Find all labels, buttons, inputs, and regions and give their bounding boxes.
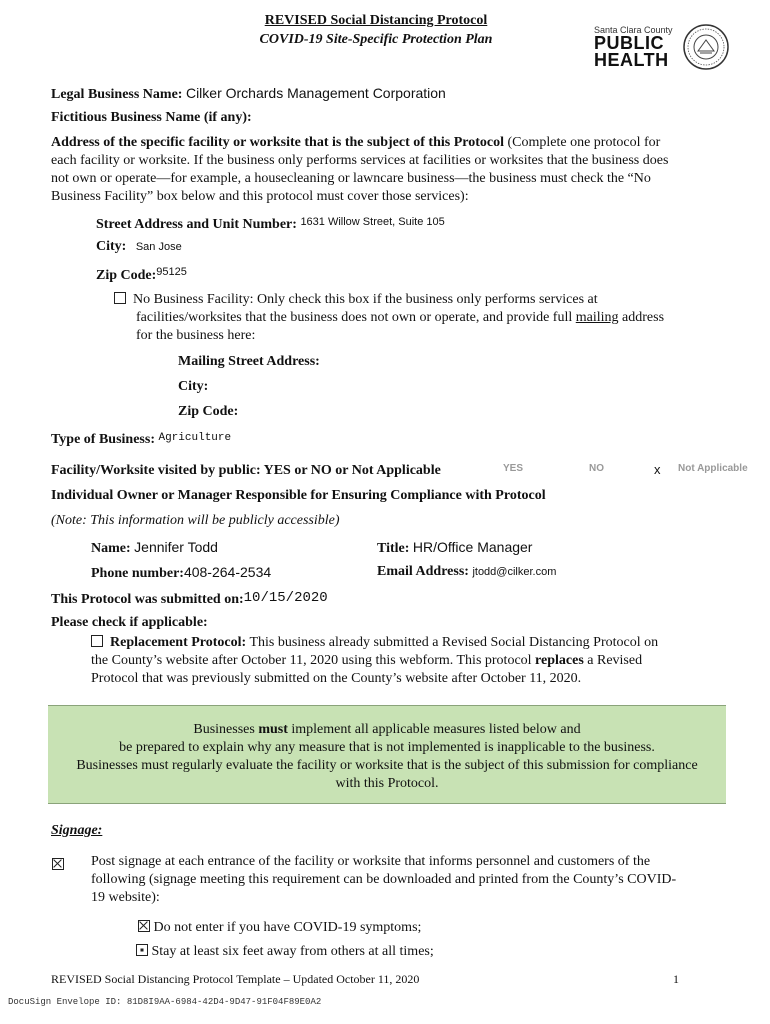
mailing-zip-label: Zip Code: — [178, 404, 239, 419]
county-seal-icon — [682, 23, 730, 71]
owner-title-field[interactable]: HR/Office Manager — [412, 539, 533, 555]
selected-option-mark[interactable]: x — [654, 462, 661, 477]
address-text-1: (Complete one protocol for — [504, 135, 661, 150]
owner-email-row — [377, 563, 556, 581]
owner-phone-row — [91, 563, 271, 583]
submitted-row — [51, 589, 328, 609]
sub1-text: Do not enter if you have COVID-19 symptoms; — [153, 920, 422, 935]
compliance-notice-box — [48, 705, 726, 804]
owner-heading: Individual Owner or Manager Responsible for Ensuring Compliance with Protocol — [51, 488, 546, 503]
owner-note: (Note: This information will be publicly accessible) — [51, 513, 340, 528]
mailing-street-label: Mailing Street Address: — [178, 354, 320, 369]
replacement-protocol-option — [91, 634, 721, 688]
no-business-facility-option — [114, 291, 734, 345]
sub2-checkbox[interactable] — [136, 944, 148, 956]
address-text-4: Business Facility” box below and this protocol must cover those services): — [51, 189, 469, 204]
city-label: City: — [96, 239, 127, 254]
notice-line-2: be prepared to explain why any measure that is not implemented is inapplicable to the business. — [119, 740, 655, 755]
signage-sub-item-2 — [136, 943, 434, 961]
signage-sub-item-1 — [138, 919, 421, 937]
visited-by-public-label: Facility/Worksite visited by public: YES or NO or Not Applicable — [51, 463, 441, 478]
zip-label: Zip Code: — [96, 268, 157, 283]
signage-text-2: following (signage meeting this requirement can be downloaded and printed from the County’s COVID- — [91, 872, 677, 887]
legal-name-row — [51, 84, 446, 104]
business-type-field[interactable]: Agriculture — [158, 432, 232, 444]
page-number: 1 — [673, 972, 679, 986]
replacement-bold: Replacement Protocol: — [110, 635, 247, 650]
no-facility-text-3: for the business here: — [136, 328, 256, 343]
address-text-2: each facility or worksite. If the business only performs services at facilities or worksites that the business does — [51, 153, 669, 168]
sub1-checkbox[interactable] — [138, 920, 150, 932]
street-row — [96, 213, 445, 234]
owner-name-field[interactable]: Jennifer Todd — [134, 539, 218, 555]
legal-name-label: Legal Business Name: — [51, 87, 183, 102]
signage-main-text — [91, 853, 731, 907]
logo-public-text: PUBLIC — [594, 33, 664, 53]
city-row — [96, 238, 182, 256]
fictitious-name-label: Fictitious Business Name (if any): — [51, 110, 252, 125]
owner-email-field[interactable]: jtodd@cilker.com — [472, 566, 557, 578]
owner-phone-field[interactable]: 408-264-2534 — [183, 564, 272, 580]
option-no[interactable]: NO — [589, 463, 604, 474]
replacement-text-2a: the County’s website after October 11, 2020 using this webform. This protocol — [91, 653, 536, 668]
logo-health-text: HEALTH — [594, 50, 669, 70]
submitted-date-field[interactable]: 10/15/2020 — [243, 590, 328, 606]
mailing-city-label: City: — [178, 379, 209, 394]
address-instructions — [51, 134, 731, 206]
footer-template-text: REVISED Social Distancing Protocol Template – Updated October 11, 2020 — [51, 972, 420, 986]
document-subtitle: COVID-19 Site-Specific Protection Plan — [259, 32, 493, 47]
public-health-logo — [594, 25, 674, 70]
legal-name-field[interactable]: Cilker Orchards Management Corporation — [185, 85, 446, 101]
owner-email-label: Email Address: — [377, 564, 469, 579]
owner-title-row — [377, 538, 532, 558]
owner-name-row — [91, 538, 218, 558]
docusign-envelope-id: DocuSign Envelope ID: 81D8I9AA-6984-42D4-9D47-91F04F89E0A2 — [8, 997, 322, 1007]
submitted-label: This Protocol was submitted on: — [51, 592, 244, 607]
replacement-text-2b: replaces — [535, 653, 584, 668]
notice-line-3: Businesses must regularly evaluate the facility or worksite that is the subject of this submission for compliance — [76, 758, 698, 773]
option-yes[interactable]: YES — [503, 463, 524, 474]
owner-phone-label: Phone number: — [91, 566, 184, 581]
no-facility-text-1: No Business Facility: Only check this box if the business only performs services at — [133, 292, 598, 307]
owner-name-label: Name: — [91, 541, 131, 556]
no-facility-text-2c: address — [618, 310, 665, 325]
replacement-text-3: Protocol that was previously submitted on the County’s website after October 11, 2020. — [91, 671, 582, 686]
no-facility-text-2a: facilities/worksites that the business does not own or operate, and provide full — [136, 310, 576, 325]
option-not-applicable[interactable]: Not Applicable — [678, 463, 748, 474]
sub2-text: Stay at least six feet away from others at all times; — [151, 944, 434, 959]
no-facility-text-2b: mailing — [575, 310, 619, 325]
address-text-3: not own or operate—for example, a housecleaning or lawncare business—the business must check the “No — [51, 171, 651, 186]
notice-line-1: Businesses must implement all applicable measures listed below and — [193, 722, 581, 737]
zip-field[interactable]: 95125 — [156, 266, 187, 278]
replacement-text-2c: a Revised — [583, 653, 643, 668]
signage-text-1: Post signage at each entrance of the facility or worksite that informs personnel and customers of the — [91, 854, 651, 869]
check-heading: Please check if applicable: — [51, 615, 208, 630]
signage-heading: Signage: — [51, 823, 103, 838]
street-field[interactable]: 1631 Willow Street, Suite 105 — [300, 216, 445, 228]
zip-row — [96, 263, 187, 285]
city-field[interactable]: San Jose — [135, 241, 182, 253]
signage-main-checkbox[interactable] — [52, 858, 64, 870]
business-type-row — [51, 429, 231, 449]
document-title: REVISED Social Distancing Protocol — [264, 13, 488, 28]
signage-text-3: 19 website): — [91, 890, 160, 905]
business-type-label: Type of Business: — [51, 432, 155, 447]
address-bold-text: Address of the specific facility or worksite that is the subject of this Protocol — [51, 135, 504, 150]
replacement-checkbox[interactable] — [91, 635, 103, 647]
replacement-text-1: This business already submitted a Revised Social Distancing Protocol on — [246, 635, 659, 650]
notice-line-4: with this Protocol. — [335, 776, 439, 791]
owner-title-label: Title: — [377, 541, 410, 556]
no-facility-checkbox[interactable] — [114, 292, 126, 304]
logo-county-text: Santa Clara County — [594, 25, 673, 35]
street-label: Street Address and Unit Number: — [96, 217, 297, 232]
